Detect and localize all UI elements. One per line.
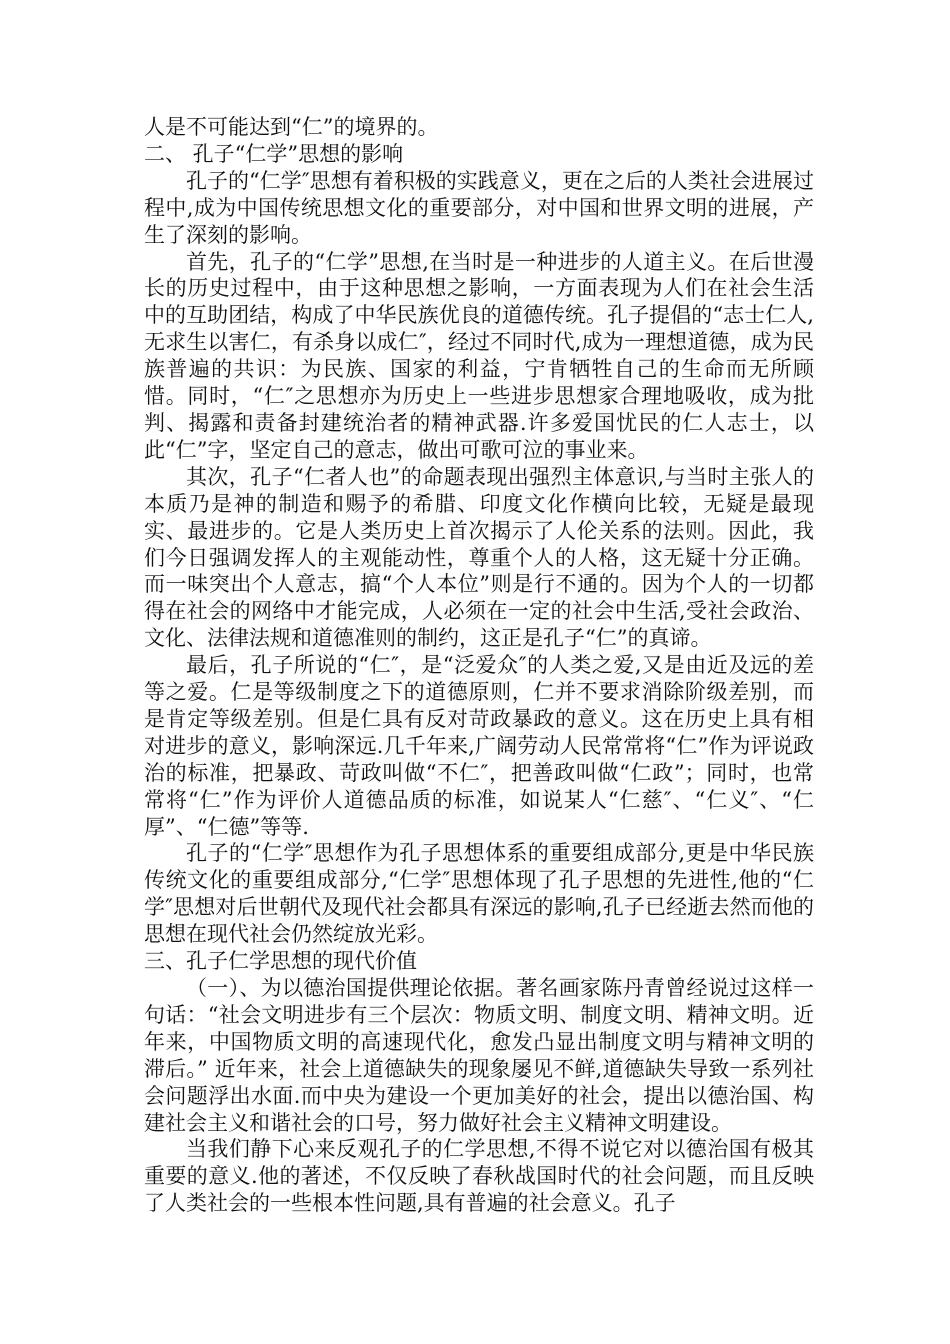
paragraph-continuation: 人是不可能达到“仁”的境界的。 <box>144 115 439 139</box>
section-heading-2: 二、 孔子“仁学”思想的影响 <box>144 141 404 166</box>
paragraph: 孔子的“仁学″思想有着积极的实践意义，更在之后的人类社会进展过程中,成为中国传统思想文化的重要部分，对中国和世界文明的进展，产生了深刻的影响。 <box>144 168 814 247</box>
document-body <box>144 114 814 1217</box>
section-heading-3: 三、孔子仁学思想的现代价值 <box>144 949 417 974</box>
paragraph: 孔子的“仁学″思想作为孔子思想体系的重要组成部分,更是中华民族传统文化的重要组成部分,“仁学″思想体现了孔子思想的先进性,他的“仁学″思想对后世朝代及现代社会都具有深远的影响,孔子已经逝去然而他的思想在现代社会仍然绽放光彩。 <box>144 841 814 947</box>
paragraph: 其次，孔子“仁者人也”的命题表现出强烈主体意识,与当时主张人的本质乃是神的制造和赐予的希腊、印度文化作横向比较，无疑是最现实、最进步的。它是人类历史上首次揭示了人伦关系的法则。因此，我们今日强调发挥人的主观能动性，尊重个人的人格，这无疑十分正确。而一味突出个人意志，搞“个人本位”则是行不通的。因为个人的一切都得在社会的网络中才能完成，人必须在一定的社会中生活,受社会政治、文化、法律法规和道德准则的制约，这正是孔子“仁”的真谛。 <box>144 464 814 651</box>
paragraph: 当我们静下心来反观孔子的仁学思想,不得不说它对以德治国有极其重要的意义.他的著述，不仅反映了春秋战国时代的社会问题，而且反映了人类社会的一些根本性问题,具有普遍的社会意义。孔子 <box>144 1137 814 1216</box>
paragraph: 首先，孔子的“仁学”思想,在当时是一种进步的人道主义。在后世漫长的历史过程中，由于这种思想之影响，一方面表现为人们在社会生活中的互助团结，构成了中华民族优良的道德传统。孔子提倡的“志士仁人,无求生以害仁，有杀身以成仁″，经过不同时代,成为一理想道德，成为民族普遍的共识：为民族、国家的利益，宁肯牺牲自己的生命而无所顾惜。同时，“仁″之思想亦为历史上一些进步思想家合理地吸收，成为批判、揭露和责备封建统治者的精神武器.许多爱国忧民的仁人志士，以此“仁”字，坚定自己的意志，做出可歌可泣的事业来。 <box>144 249 814 462</box>
paragraph: （一）、为以德治国提供理论依据。著名画家陈丹青曾经说过这样一句话：“社会文明进步有三个层次：物质文明、制度文明、精神文明。近年来，中国物质文明的高速现代化，愈发凸显出制度文明与精神文明的滞后。” 近年来，社会上道德缺失的现象屡见不鲜,道德缺失导致一系列社会问题浮出水面.而中央为建设一个更加美好的社会，提出以德治国、构建社会主义和谐社会的口号，努力做好社会主义精神文明建设。 <box>144 976 814 1135</box>
paragraph: 最后，孔子所说的“仁″，是“泛爱众″的人类之爱,又是由近及远的差等之爱。仁是等级制度之下的道德原则，仁并不要求消除阶级差别，而是肯定等级差别。但是仁具有反对苛政暴政的意义。这在历史上具有相对进步的意义，影响深远.几千年来,广阔劳动人民常常将“仁”作为评说政治的标准，把暴政、苛政叫做“不仁″，把善政叫做“仁政”；同时，也常常将“仁”作为评价人道德品质的标准，如说某人“仁慈″、“仁义″、“仁厚”、“仁德”等等. <box>144 653 814 839</box>
